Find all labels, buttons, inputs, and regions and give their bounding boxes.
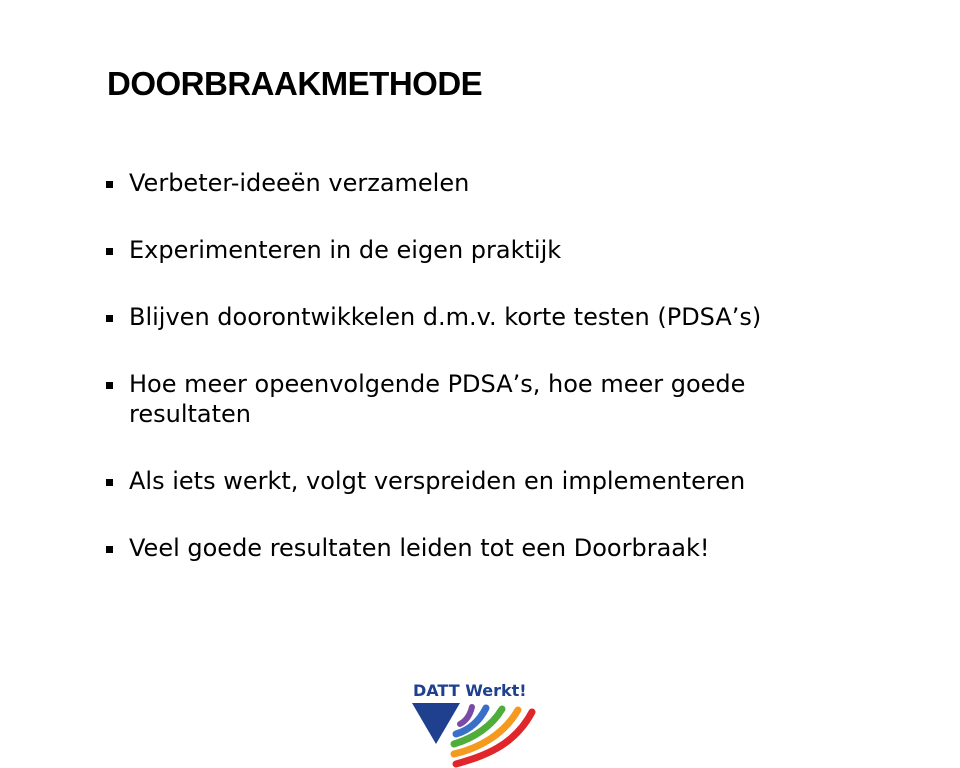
logo-triangle xyxy=(412,703,460,744)
logo-arc-purple xyxy=(460,707,472,724)
square-bullet-icon xyxy=(106,546,113,553)
bullet-text: Veel goede resultaten leiden tot een Doorbraak! xyxy=(129,534,710,562)
square-bullet-icon xyxy=(106,248,113,255)
logo-text: DATT Werkt! xyxy=(413,681,527,700)
bullet-text: Blijven doorontwikkelen d.m.v. korte testen (PDSA’s) xyxy=(129,303,762,331)
bullet-text: Experimenteren in de eigen praktijk xyxy=(129,236,562,264)
square-bullet-icon xyxy=(106,181,113,188)
square-bullet-icon xyxy=(106,382,113,389)
datt-werkt-logo xyxy=(404,676,554,768)
bullet-text: Verbeter-ideeën verzamelen xyxy=(129,169,470,197)
square-bullet-icon xyxy=(106,315,113,322)
bullet-text: Hoe meer opeenvolgende PDSA’s, hoe meer goede resultaten xyxy=(129,370,746,428)
slide-title: DOORBRAAKMETHODE xyxy=(107,65,483,102)
square-bullet-icon xyxy=(106,479,113,486)
bullet-text: Als iets werkt, volgt verspreiden en implementeren xyxy=(129,467,746,495)
